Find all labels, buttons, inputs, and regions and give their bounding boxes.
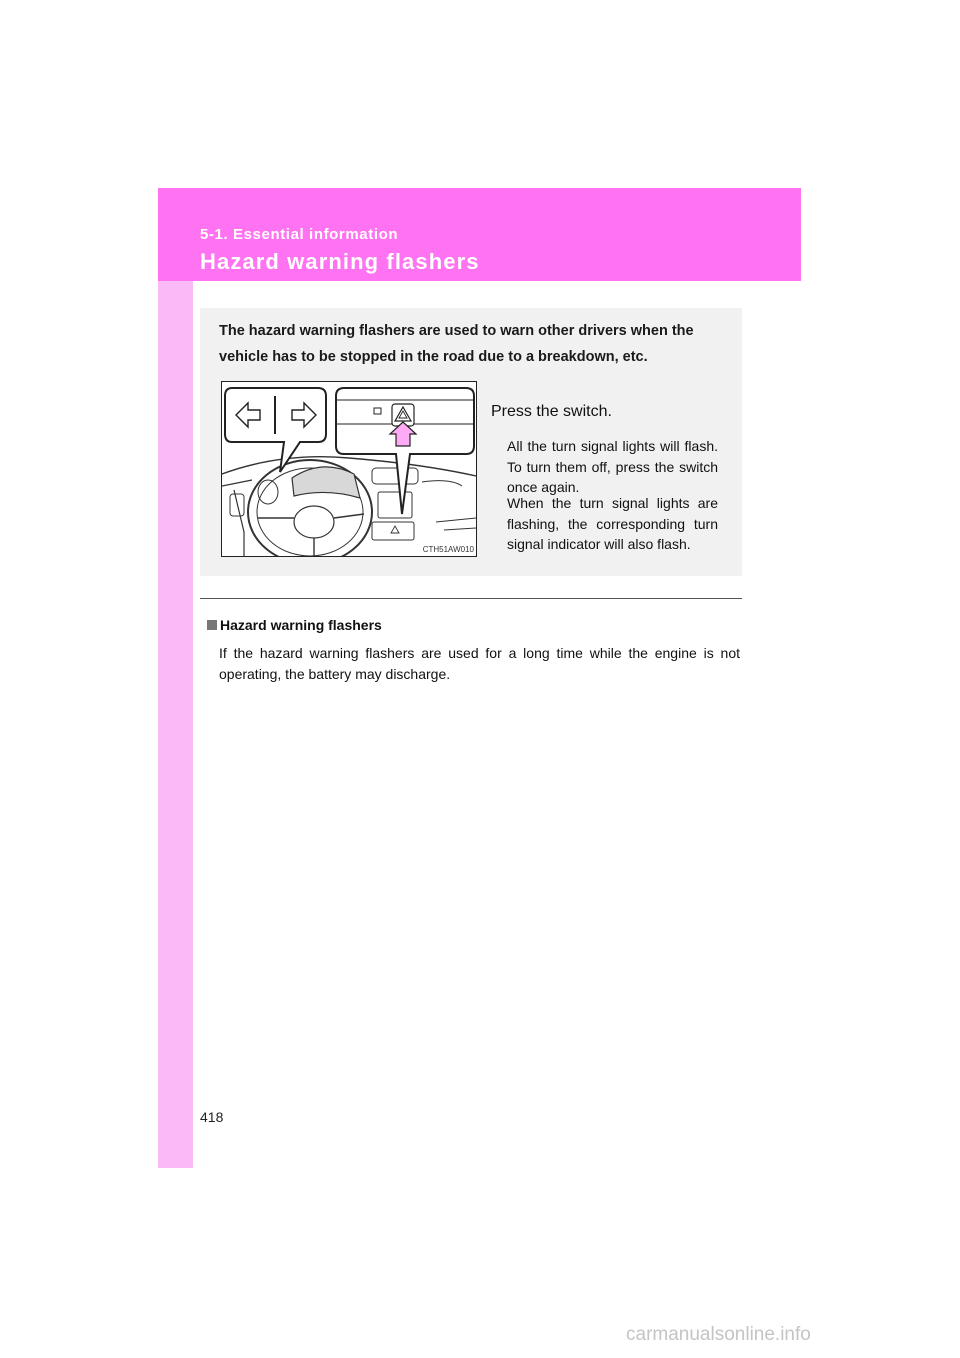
step-note: All the turn signal lights will flash. To turn them off, press the switch once again. bbox=[507, 438, 718, 495]
page-title: Hazard warning flashers bbox=[200, 249, 480, 274]
page-number: 418 bbox=[200, 1109, 224, 1125]
bullet-body: If the hazard warning flashers are used for a long time while the engine is not operating, the battery may discharge. bbox=[219, 645, 740, 682]
bullet-heading-text: Hazard warning flashers bbox=[220, 617, 382, 633]
side-tab bbox=[158, 188, 193, 1168]
intro-text: The hazard warning flashers are used to warn other drivers when the vehicle has to be stopped in the road due to a breakdown, etc. bbox=[219, 323, 694, 365]
section-label: 5-1. Essential information bbox=[200, 226, 399, 243]
dashboard-illustration bbox=[221, 381, 477, 557]
dashboard-drawing bbox=[222, 382, 476, 556]
bullet-heading bbox=[207, 617, 382, 633]
square-bullet-icon bbox=[207, 620, 217, 630]
step-note: When the turn signal lights are flashing, the corresponding turn signal indicator will also flash. bbox=[507, 495, 718, 552]
figure-code: CTH51AW010 bbox=[422, 545, 474, 554]
section-divider bbox=[200, 598, 742, 599]
step-instruction: Press the switch. bbox=[491, 403, 612, 420]
watermark: carmanualsonline.info bbox=[626, 1324, 811, 1345]
